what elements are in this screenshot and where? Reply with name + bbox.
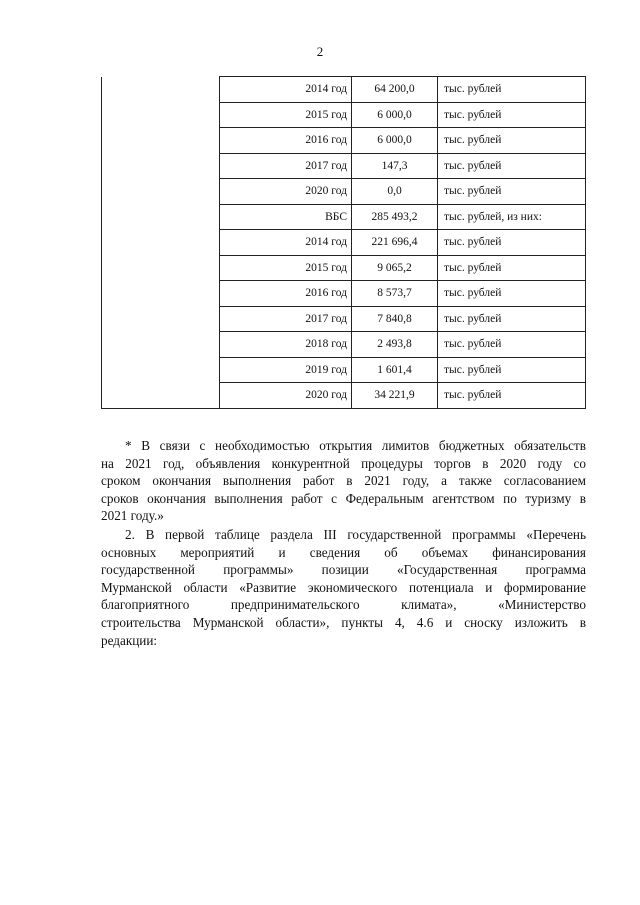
row-amount: 7 840,8: [352, 306, 438, 332]
row-label: 2020 год: [220, 179, 352, 205]
footnote-line: сроков окончания выполнения работ с Федеральным агентством по туризму в: [101, 490, 586, 506]
row-label: 2015 год: [220, 255, 352, 281]
paragraph-line: благоприятного предпринимательского климата», «Министерство: [101, 597, 586, 613]
row-amount: 9 065,2: [352, 255, 438, 281]
footnote-line: сроком окончания выполнения работ в 2021 году, а также согласованием: [101, 473, 586, 489]
row-label: 2016 год: [220, 281, 352, 307]
row-unit: тыс. рублей: [438, 102, 586, 128]
row-amount: 34 221,9: [352, 383, 438, 409]
row-label: 2020 год: [220, 383, 352, 409]
row-amount: 147,3: [352, 153, 438, 179]
row-amount: 0,0: [352, 179, 438, 205]
row-unit: тыс. рублей: [438, 230, 586, 256]
row-label: 2017 год: [220, 153, 352, 179]
row-amount: 1 601,4: [352, 357, 438, 383]
row-unit: тыс. рублей: [438, 306, 586, 332]
row-unit: тыс. рублей: [438, 77, 586, 103]
row-amount: 285 493,2: [352, 204, 438, 230]
row-unit: тыс. рублей: [438, 179, 586, 205]
row-label: 2019 год: [220, 357, 352, 383]
row-amount: 64 200,0: [352, 77, 438, 103]
row-label: 2015 год: [220, 102, 352, 128]
paragraph-line: государственной программы» позиции «Государственная программа: [101, 562, 586, 578]
row-amount: 6 000,0: [352, 128, 438, 154]
row-unit: тыс. рублей: [438, 128, 586, 154]
footnote-line: * В связи с необходимостью открытия лимитов бюджетных обязательств: [125, 438, 586, 453]
row-amount: 8 573,7: [352, 281, 438, 307]
paragraph-line: 2. В первой таблице раздела III государственной программы «Перечень: [125, 527, 586, 542]
paragraph-line: основных мероприятий и сведения об объемах финансирования: [101, 544, 586, 560]
row-label: 2017 год: [220, 306, 352, 332]
page-number: 2: [316, 44, 324, 59]
row-label: 2014 год: [220, 230, 352, 256]
row-unit: тыс. рублей: [438, 281, 586, 307]
paragraph-line: Мурманской области «Развитие экономического потенциала и формирование: [101, 579, 586, 595]
row-amount: 6 000,0: [352, 102, 438, 128]
row-label: 2014 год: [220, 77, 352, 103]
row-unit: тыс. рублей: [438, 332, 586, 358]
row-unit: тыс. рублей: [438, 255, 586, 281]
footnote: [101, 437, 586, 525]
financing-table: [101, 76, 586, 409]
row-amount: 2 493,8: [352, 332, 438, 358]
merged-empty-cell: [102, 77, 220, 409]
table-row: [102, 77, 586, 103]
amendment-paragraph: [101, 526, 586, 649]
row-unit: тыс. рублей, из них:: [438, 204, 586, 230]
row-label: 2016 год: [220, 128, 352, 154]
footnote-line: на 2021 год, объявления конкурентной процедуры торгов в 2020 году со: [101, 455, 586, 471]
row-unit: тыс. рублей: [438, 357, 586, 383]
row-unit: тыс. рублей: [438, 383, 586, 409]
row-unit: тыс. рублей: [438, 153, 586, 179]
row-label: ВБС: [220, 204, 352, 230]
row-amount: 221 696,4: [352, 230, 438, 256]
paragraph-line: редакции:: [101, 632, 158, 648]
row-label: 2018 год: [220, 332, 352, 358]
footnote-line: 2021 году.»: [101, 508, 164, 524]
paragraph-line: строительства Мурманской области», пункты 4, 4.6 и сноску изложить в: [101, 614, 586, 630]
